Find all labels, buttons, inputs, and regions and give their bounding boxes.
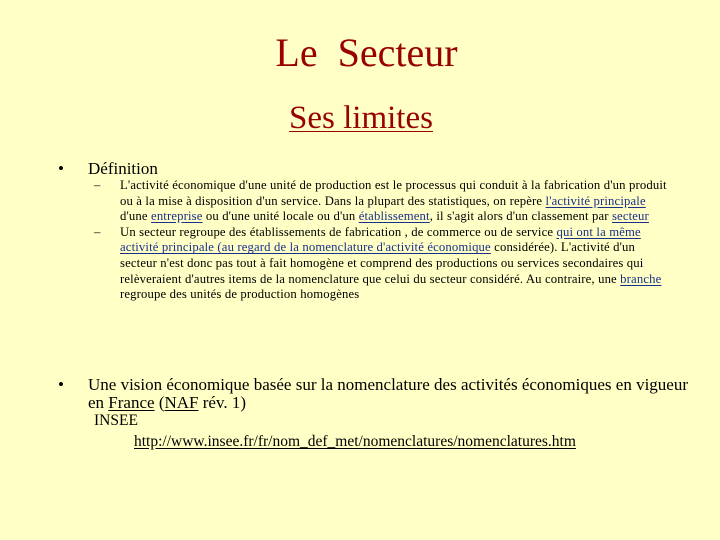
insee-url-link[interactable]: http://www.insee.fr/fr/nom_def_met/nomenclatures/nomenclatures.htm [134, 433, 576, 450]
link-france[interactable]: France [108, 393, 155, 412]
slide-subtitle [0, 98, 720, 138]
text-fragment: regroupe des unités de production homogènes [120, 287, 360, 302]
dash-marker: – [94, 224, 101, 239]
source-label: INSEE [94, 412, 138, 429]
link-branche[interactable]: branche [620, 271, 662, 286]
bullet-marker: • [58, 159, 64, 178]
subtitle-text: Ses limites [289, 100, 433, 136]
slide-title: Le Secteur [275, 30, 458, 75]
bullet-marker: • [58, 375, 64, 394]
bullet-heading-vision [88, 376, 688, 412]
link-secteur[interactable]: secteur [611, 209, 649, 224]
sub-item-secteur [94, 225, 669, 303]
definition-sub-list [94, 178, 669, 303]
text-fragment: rév. 1) [198, 393, 247, 412]
link-activite-economique[interactable]: qui ont la même activité principale (au regard de la nomenclature d'activité économique [120, 224, 641, 255]
text-fragment: Une vision économique basée sur la nomenclature des activités économiques en vigueur en [88, 375, 689, 412]
text-fragment: d'une [120, 209, 152, 224]
dash-marker: – [94, 178, 101, 192]
bullet-heading-definition: Définition [88, 159, 158, 178]
link-naf[interactable]: NAF [164, 393, 199, 412]
link-etablissement[interactable]: établissement [358, 209, 430, 224]
text-fragment: ou d'une unité locale ou d'un [202, 209, 359, 224]
text-fragment: , il s'agit alors d'un classement par [429, 209, 612, 224]
link-entreprise[interactable]: entreprise [151, 209, 203, 224]
text-fragment: considérée). L'activité d'un secteur n'est donc pas tout à fait homogène et comprend des productions ou services secondaires qui relèveraient d'autres items de la nomenclature que celui du secteur considéré. Au contraire, une [120, 240, 644, 286]
sub-item-activite [94, 178, 669, 225]
text-fragment: ( [154, 393, 165, 412]
text-fragment: L'activité économique d'une unité de production est le processus qui conduit à la fabrication d'un produit ou à la mise à disposition d'un service. Dans la plupart des statistiques, on repère [120, 178, 667, 208]
link-activite-principale[interactable]: l'activité principale [545, 193, 646, 208]
text-fragment: Un secteur regroupe des établissements de fabrication , de commerce ou de service [120, 224, 557, 239]
